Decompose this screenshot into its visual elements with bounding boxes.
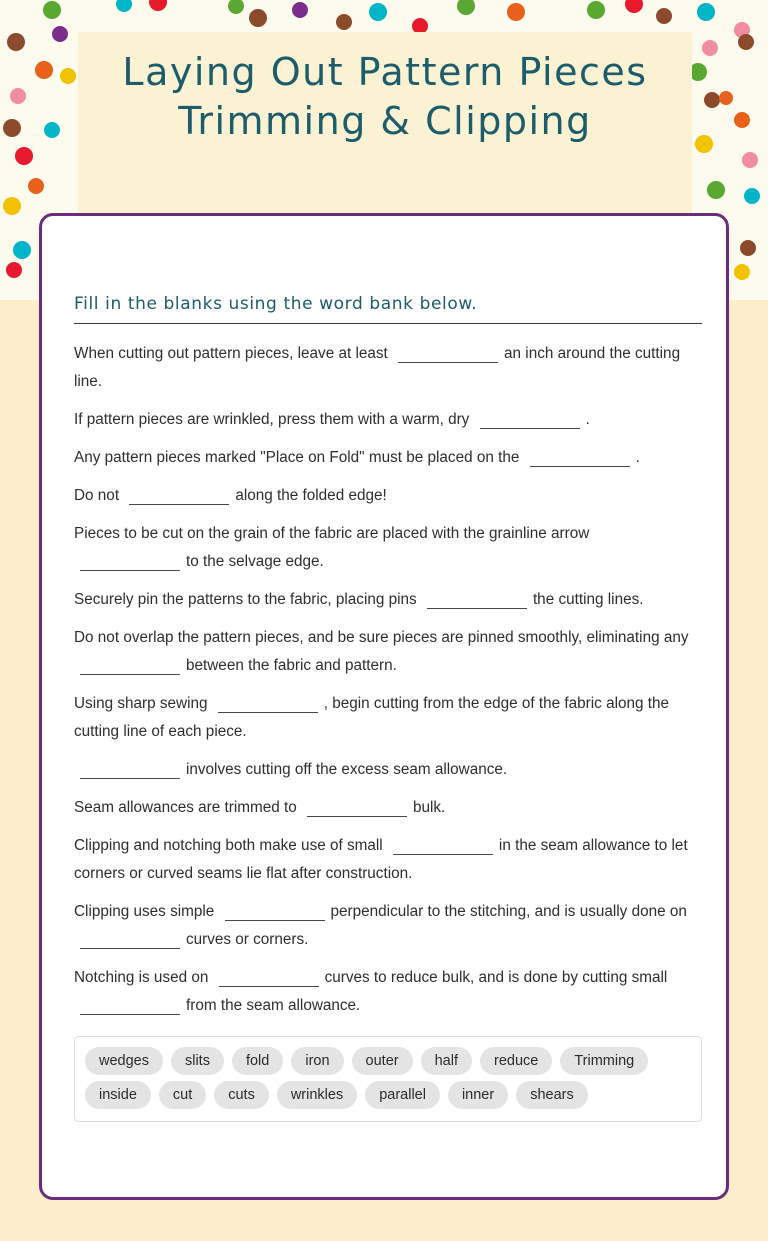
confetti-dot (707, 181, 725, 199)
answer-blank[interactable] (427, 595, 527, 609)
confetti-dot (149, 0, 167, 11)
confetti-dot (734, 112, 750, 128)
confetti-dot (6, 262, 22, 278)
answer-blank[interactable] (398, 349, 498, 363)
instruction-divider (74, 323, 702, 324)
answer-blank[interactable] (480, 415, 580, 429)
word-bank-chip[interactable]: cut (159, 1081, 206, 1109)
confetti-dot (719, 91, 733, 105)
question-list (74, 338, 694, 1020)
instruction-heading: Fill in the blanks using the word bank below. (74, 294, 478, 314)
question-item (74, 406, 694, 434)
confetti-dot (13, 241, 31, 259)
confetti-dot (656, 8, 672, 24)
question-text: along the folded edge! (235, 487, 387, 504)
question-text: in the seam allowance to let corners or curved seams lie flat after construction. (74, 837, 692, 882)
question-item (74, 690, 694, 746)
confetti-dot (43, 1, 61, 19)
word-bank-chip[interactable]: inside (85, 1081, 151, 1109)
confetti-dot (3, 197, 21, 215)
confetti-dot (697, 3, 715, 21)
question-text: an inch around the cutting line. (74, 345, 685, 390)
question-text: . (585, 411, 590, 428)
question-item (74, 898, 694, 954)
question-text: , begin cutting from the edge of the fabric along the cutting line of each piece. (74, 695, 674, 740)
word-bank-chip[interactable]: outer (352, 1047, 413, 1075)
question-item (74, 832, 694, 888)
question-item (74, 964, 694, 1020)
answer-blank[interactable] (80, 557, 180, 571)
question-text: When cutting out pattern pieces, leave at least (74, 345, 388, 362)
confetti-dot (625, 0, 643, 13)
confetti-dot (695, 135, 713, 153)
question-text: between the fabric and pattern. (186, 657, 397, 674)
question-text: Pieces to be cut on the grain of the fabric are placed with the grainline arrow (74, 525, 590, 542)
question-text: to the selvage edge. (186, 553, 324, 570)
word-bank-chip[interactable]: Trimming (560, 1047, 648, 1075)
worksheet-content (42, 216, 726, 1122)
question-text: Clipping and notching both make use of small (74, 837, 383, 854)
confetti-dot (740, 240, 756, 256)
word-bank-chip[interactable]: wedges (85, 1047, 163, 1075)
answer-blank[interactable] (393, 841, 493, 855)
answer-blank[interactable] (80, 1001, 180, 1015)
confetti-dot (369, 3, 387, 21)
question-item (74, 482, 694, 510)
confetti-dot (15, 147, 33, 165)
question-item (74, 444, 694, 472)
question-item (74, 624, 694, 680)
question-text: perpendicular to the stitching, and is usually done on (330, 903, 687, 920)
confetti-dot (28, 178, 44, 194)
question-text: Using sharp sewing (74, 695, 208, 712)
answer-blank[interactable] (225, 907, 325, 921)
word-bank-chip[interactable]: wrinkles (277, 1081, 357, 1109)
confetti-dot (10, 88, 26, 104)
question-text: involves cutting off the excess seam allowance. (186, 761, 508, 778)
answer-blank[interactable] (307, 803, 407, 817)
word-bank-chip[interactable]: reduce (480, 1047, 552, 1075)
answer-blank[interactable] (80, 661, 180, 675)
question-text: Seam allowances are trimmed to (74, 799, 297, 816)
answer-blank[interactable] (219, 973, 319, 987)
confetti-dot (60, 68, 76, 84)
word-bank-chip[interactable]: parallel (365, 1081, 440, 1109)
question-text: Notching is used on (74, 969, 209, 986)
confetti-dot (702, 40, 718, 56)
question-text: Securely pin the patterns to the fabric, placing pins (74, 591, 417, 608)
word-bank-chip[interactable]: inner (448, 1081, 508, 1109)
answer-blank[interactable] (218, 699, 318, 713)
confetti-dot (228, 0, 244, 14)
question-text: If pattern pieces are wrinkled, press them with a warm, dry (74, 411, 470, 428)
word-bank-chip[interactable]: slits (171, 1047, 224, 1075)
question-text: bulk. (413, 799, 446, 816)
question-item (74, 520, 694, 576)
confetti-dot (3, 119, 21, 137)
worksheet-card (39, 213, 729, 1200)
word-bank-chip[interactable]: fold (232, 1047, 283, 1075)
question-item (74, 794, 694, 822)
question-text: the cutting lines. (532, 591, 644, 608)
confetti-dot (336, 14, 352, 30)
answer-blank[interactable] (129, 491, 229, 505)
question-text: Clipping uses simple (74, 903, 215, 920)
confetti-dot (744, 188, 760, 204)
confetti-dot (292, 2, 308, 18)
question-text: curves to reduce bulk, and is done by cutting small (324, 969, 668, 986)
question-item (74, 586, 694, 614)
question-text: from the seam allowance. (186, 997, 361, 1014)
word-bank-chip[interactable]: shears (516, 1081, 588, 1109)
word-bank-chip[interactable]: iron (291, 1047, 343, 1075)
confetti-dot (507, 3, 525, 21)
confetti-dot (457, 0, 475, 15)
question-text: curves or corners. (186, 931, 309, 948)
worksheet-title: Laying Out Pattern Pieces Trimming & Clipping (122, 50, 648, 143)
confetti-dot (44, 122, 60, 138)
question-item (74, 756, 694, 784)
answer-blank[interactable] (80, 935, 180, 949)
question-text: Do not overlap the pattern pieces, and be sure pieces are pinned smoothly, eliminating any (74, 629, 689, 646)
confetti-dot (734, 264, 750, 280)
confetti-dot (35, 61, 53, 79)
confetti-dot (742, 152, 758, 168)
confetti-dot (704, 92, 720, 108)
title-banner (78, 32, 692, 222)
question-item (74, 340, 694, 396)
confetti-dot (587, 1, 605, 19)
question-text: . (635, 449, 640, 466)
confetti-dot (738, 34, 754, 50)
word-bank-chip[interactable]: cuts (214, 1081, 269, 1109)
word-bank-chip[interactable]: half (421, 1047, 472, 1075)
word-bank (74, 1036, 702, 1122)
answer-blank[interactable] (80, 765, 180, 779)
confetti-dot (7, 33, 25, 51)
question-text: Any pattern pieces marked "Place on Fold" must be placed on the (74, 449, 520, 466)
confetti-dot (116, 0, 132, 12)
confetti-dot (249, 9, 267, 27)
answer-blank[interactable] (530, 453, 630, 467)
confetti-dot (52, 26, 68, 42)
question-text: Do not (74, 487, 120, 504)
